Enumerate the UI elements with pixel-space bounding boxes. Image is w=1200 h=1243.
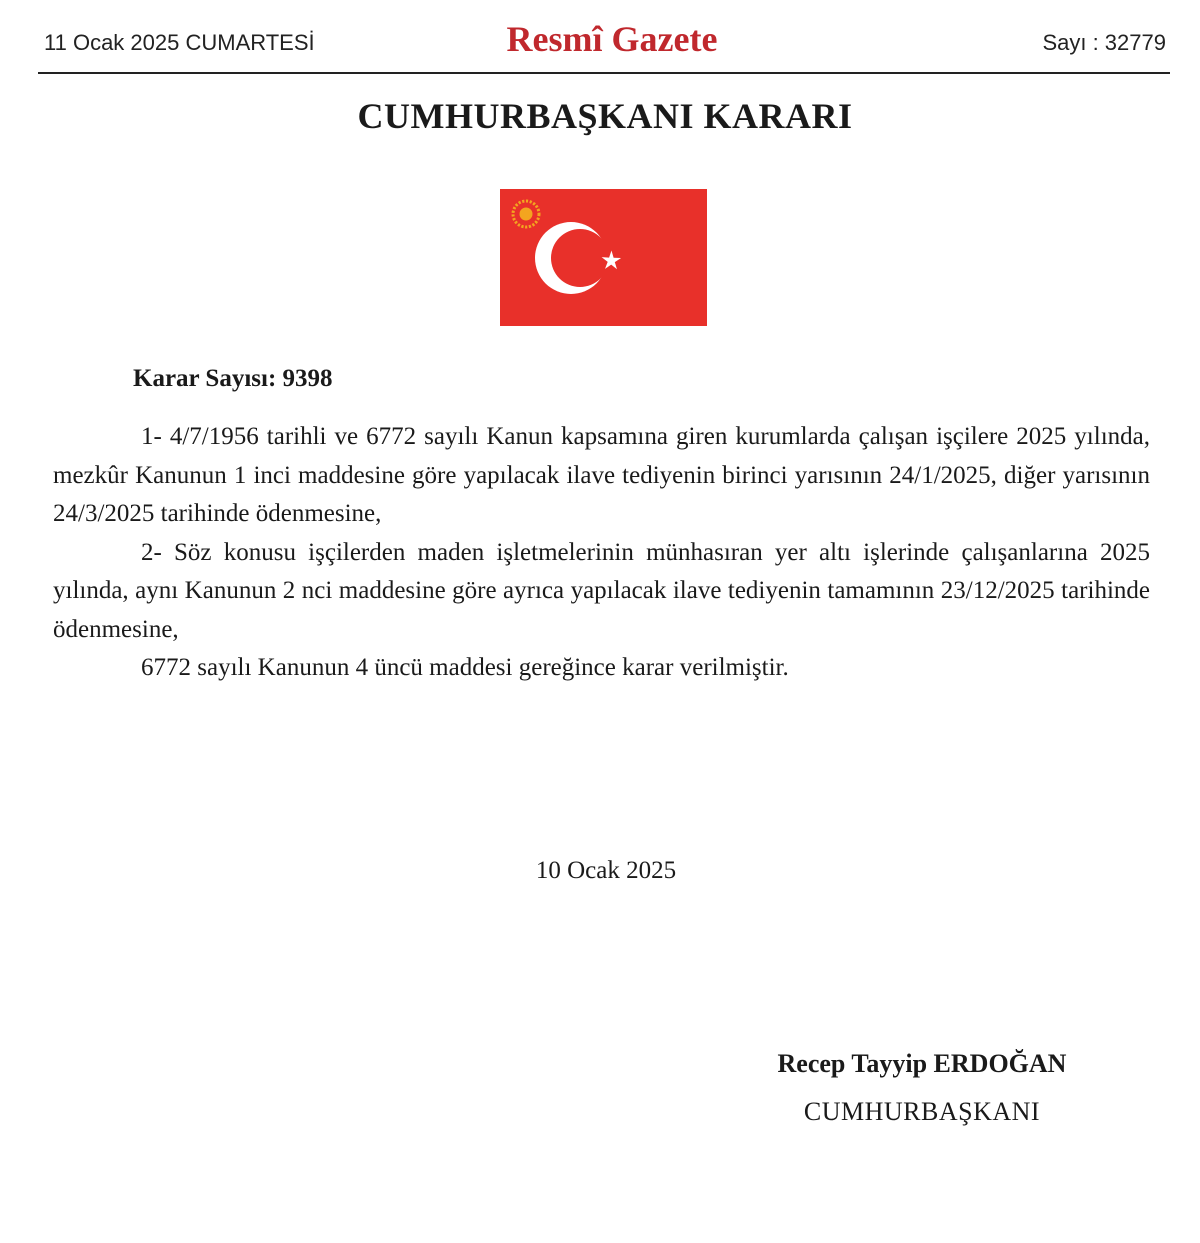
turkish-flag-icon — [500, 189, 707, 326]
masthead-title: Resmî Gazete — [506, 19, 718, 59]
header-divider — [38, 72, 1170, 74]
decision-paragraph-1: 1- 4/7/1956 tarihli ve 6772 sayılı Kanun kapsamına giren kurumlarda çalışan işçilere 2025 yılında, mezkûr Kanunun 1 inci maddesine göre yapılacak ilave tediyenin birinci yarısının 24/1/2025, diğer yarısının 24/3/2025 tarihinde ödenmesine, — [53, 423, 1150, 527]
signer-name: Recep Tayyip ERDOĞAN — [777, 1049, 1067, 1078]
signer-title: CUMHURBAŞKANI — [803, 1097, 1041, 1126]
decision-title: CUMHURBAŞKANI KARARI — [357, 96, 853, 136]
decision-paragraph-3: 6772 sayılı Kanunun 4 üncü maddesi gereğince karar verilmiştir. — [141, 654, 789, 681]
decision-paragraph-2: 2- Söz konusu işçilerden maden işletmelerinin münhasıran yer altı işlerinde çalışanlarına 2025 yılında, aynı Kanunun 2 nci maddesine göre ayrıca yapılacak ilave tediyenin tamamının 23/12/2025 tarihinde ödenmesine, — [53, 538, 1150, 643]
decision-number-value: 9398 — [282, 365, 333, 392]
issue-date: 11 Ocak 2025 CUMARTESİ — [44, 30, 315, 55]
decision-number-label: Karar Sayısı: — [133, 365, 277, 392]
signature-date: 10 Ocak 2025 — [535, 857, 677, 884]
decision-body — [53, 418, 1150, 688]
issue-number: Sayı : 32779 — [1042, 30, 1166, 55]
decision-number — [133, 365, 333, 393]
